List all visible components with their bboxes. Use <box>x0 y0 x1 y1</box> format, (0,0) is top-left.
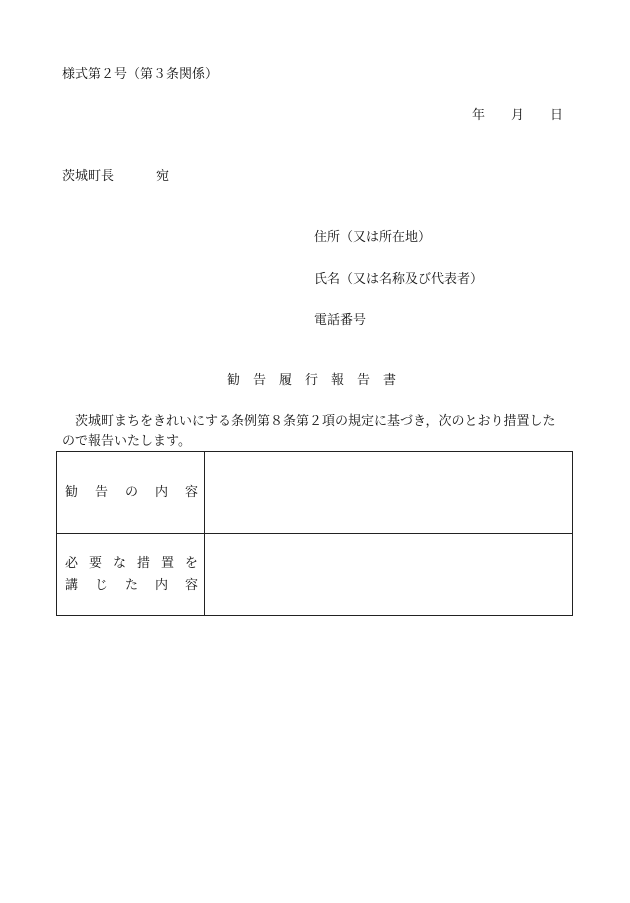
label-char: 容 <box>184 577 198 593</box>
body-line-2: ので報告いたします。 <box>62 434 191 449</box>
label-line <box>57 553 204 575</box>
label-char: 必 <box>65 555 79 571</box>
address-label: 住所（又は所在地） <box>314 230 432 245</box>
body-text <box>62 412 572 452</box>
label-char: の <box>124 484 138 500</box>
label-line <box>57 575 204 597</box>
label-line <box>57 482 204 504</box>
label-char: を <box>184 555 198 571</box>
date-year-label: 年 <box>472 108 486 123</box>
recommendation-content-field[interactable] <box>205 452 573 534</box>
label-char: た <box>124 577 138 593</box>
table-row <box>57 534 573 616</box>
label-char: 置 <box>160 555 174 571</box>
body-line-1: 茨城町まちをきれいにする条例第８条第２項の規定に基づき，次のとおり措置した <box>75 414 556 429</box>
report-table <box>56 451 573 616</box>
measures-taken-label <box>57 534 205 616</box>
date-month-label: 月 <box>511 108 525 123</box>
label-char: じ <box>94 577 108 593</box>
label-char: 内 <box>154 484 168 500</box>
label-char: な <box>112 555 126 571</box>
label-char: 勧 <box>65 484 79 500</box>
measures-taken-field[interactable] <box>205 534 573 616</box>
date-line <box>472 108 563 124</box>
table-row <box>57 452 573 534</box>
label-char: 告 <box>94 484 108 500</box>
label-char: 措 <box>136 555 150 571</box>
form-number: 様式第２号（第３条関係） <box>62 67 219 82</box>
document-title: 勧告履行報告書 <box>226 373 409 388</box>
label-char: 要 <box>88 555 102 571</box>
phone-label: 電話番号 <box>314 313 367 328</box>
recipient-line <box>62 169 169 185</box>
label-char: 内 <box>154 577 168 593</box>
label-char: 講 <box>65 577 79 593</box>
recommendation-content-label <box>57 452 205 534</box>
recipient-name: 茨城町長 <box>62 169 115 184</box>
label-char: 容 <box>184 484 198 500</box>
recipient-honorific: 宛 <box>156 169 170 184</box>
name-label: 氏名（又は名称及び代表者） <box>314 272 484 287</box>
date-day-label: 日 <box>550 108 564 123</box>
